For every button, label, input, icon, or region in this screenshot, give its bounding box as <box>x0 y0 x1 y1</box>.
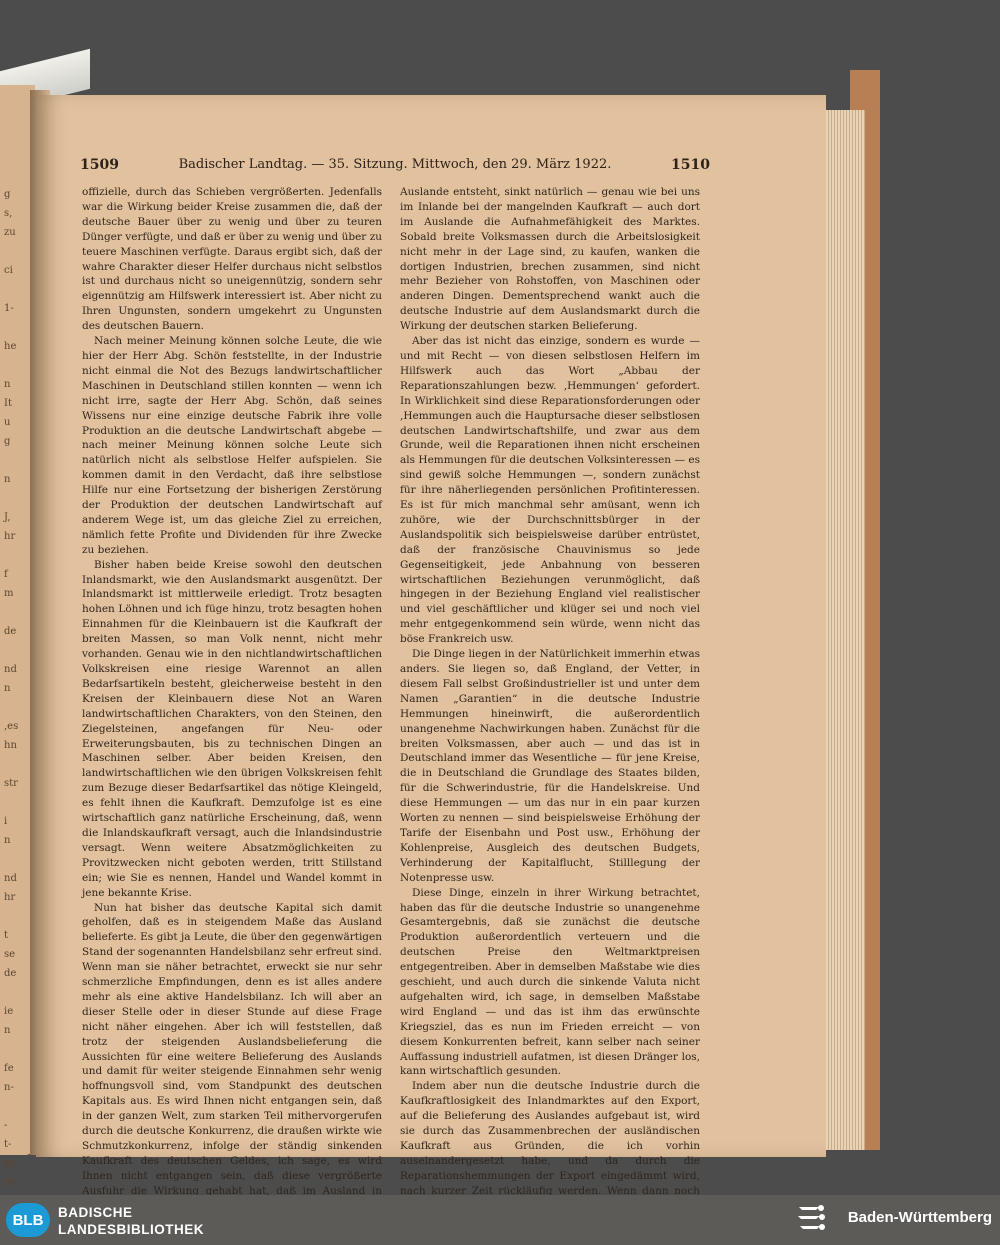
left-margin-text: g s, zu ci 1- he n It u g n J, hr f m de nd n ,es hn str i n nd hr t se de ie n fe n- - t- ge re <box>4 189 19 1188</box>
library-name[interactable] <box>58 1204 204 1238</box>
running-header <box>80 157 710 173</box>
paragraph: Diese Dinge, einzeln in ihrer Wirkung betrachtet, haben das für die deutsche Industrie so unangenehme Gesamtergebnis, daß sie zunächst die deutsche Produktion außerordentlich verteuern und die deutschen Preise den Weltmarktpreisen entgegentreiben. Aber in demselben Maßstabe wie dies geschieht, und auch durch die sinkende Valuta nicht aufgehalten wird, ich sage, in demselben Maßstabe wird England — und das ist ihm das erwünschte Kriegsziel, das es nun im Frieden erreicht — von diesem Konkurrenten befreit, kann selber nach seiner Auffassung industriell aufatmen, ist diesen Dränger los, kann wirtschaftlich gesunden. <box>400 886 700 1078</box>
library-name-line2: LANDESBIBLIOTHEK <box>58 1222 204 1237</box>
footer-bar <box>0 1195 1000 1245</box>
paragraph: Indem aber nun die deutsche Industrie durch die Kaufkraftlosigkeit des Inlandmarktes auf den Export, auf die Belieferung des Auslandes aufgebaut ist, wird sie durch das Zusammenbrechen der ausländischen Kaufkraft aus Gründen, die ich vorhin auseinandergesetzt habe, und da durch die Reparationshemmungen der Export eingedämmt wird, nach kurzer Zeit rückläufig werden. Wenn dann noch <box>400 1080 700 1195</box>
right-page-number: 1510 <box>671 157 710 173</box>
paragraph: Bisher haben beide Kreise sowohl den deutschen Inlandsmarkt, wie den Auslandsmarkt ausgenützt. Der Inlandsmarkt ist mittlerweile erledigt. Trotz besagten hohen Löhnen und ich füge hinzu, trotz besagten hohen Einnahmen für die Kleinbauern ist die Kaufkraft der breiten Massen, so man Volk nennt, nicht mehr vorhanden. Genau wie in den nichtlandwirtschaftlichen Volkskreisen eine riesige Warennot an allen Bedarfsartikeln besteht, gleicherweise besteht in den Kreisen der Kleinbauern diese Not an Waren landwirtschaftlichen Charakters, von den Steinen, den Ziegelsteinen, angefangen für Neu- oder Erweiterungsbauten, bis zu technischen Dingen an Maschinen selber. Aber beiden Kreisen, den landwirtschaftlichen wie den übrigen Volkskreisen fehlt zum Bezuge dieser Bedarfsartikel das nötige Kleingeld, es fehlt ihnen die Kaufkraft. Demzufolge ist es eine wirtschaftlich ganz natürliche Erscheinung, daß, wenn die Inlandskaufkraft versagt, auch die Inlandsindustrie versagt. Wenn weitere Absatzmöglichkeiten zu Provitzwecken nicht geboten werden, tritt Stillstand ein; wie Sie es nennen, Handel und Wandel kommt in jene bekannte Krise. <box>82 558 382 899</box>
library-name-line1: BADISCHE <box>58 1205 133 1220</box>
left-text-column <box>82 185 382 1195</box>
left-page-number: 1509 <box>80 157 119 173</box>
paragraph: Aber das ist nicht das einzige, sondern es wurde — und mit Recht — von diesen selbstlosen Helfern im Hilfswerk auch das Wort „Abbau der Reparationszahlungen bezw. ‚Hemmungen‘ gefordert. In Wirklichkeit sind diese Reparationsforderungen oder ‚Hemmungen auch die Hauptursache dieser selbstlosen deutschen Landwirtschaftshilfe, und zwar aus dem Grunde, weil die Reparationen ihnen nicht erscheinen als Hemmungen für die deutschen Volksinteressen — es sind gewiß solche Hemmungen —, sondern zunächst für ihre näherliegenden persönlichen Profitinteressen. Es ist für mich manchmal sehr amüsant, wenn ich zuhöre, wie der Durchschnittsbürger in der Auslandspolitik sich beispielsweise darüber entrüstet, daß der französische Chauvinismus so jede Gegenseitigkeit, jede Anbahnung von besseren wirtschaftlichen Beziehungen verunmöglicht, daß hingegen in der Beziehung England viel realistischer und viel geschäftlicher und klüger sei und noch viel mehr entgegenkommend sein würde, wenn nicht das böse Frankreich usw. <box>400 335 700 646</box>
paragraph: Nach meiner Meinung können solche Leute, die wie hier der Herr Abg. Schön feststellte, in der Industrie nicht einmal die Not des Bezugs landwirtschaftlicher Maschinen in Deutschland stillen konnten — wenn ich nicht irre, sagte der Herr Abg. Schön, daß seines Wissens nur eine einzige deutsche Fabrik ihre volle Produktion an die deutsche Landwirtschaft abgebe — nach meiner Meinung können solche Leute sich natürlich nicht als selbstlose Helfer aufspielen. Sie kommen damit in den Verdacht, daß ihre selbstlose Hilfe nur eine Fortsetzung der bisherigen Zerstörung der Produktion der deutschen Landwirtschaft auf anderem Wege ist, um das gleiche Ziel zu erreichen, nämlich fette Profite und Dividenden für ihre Zwecke zu beziehen. <box>82 335 382 556</box>
page-edges <box>820 110 875 1150</box>
paragraph: Auslande entsteht, sinkt natürlich — genau wie bei uns im Inlande bei der mangelnden Kaufkraft — auch dort im Auslande die Aufnahmefähigkeit des Marktes. Sobald breite Volksmassen durch die Arbeitslosigkeit nicht mehr in der Lage sind, zu kaufen, wanken die dortigen Industrien, brechen zusammen, sind nicht mehr Bezieher von Rohstoffen, von Maschinen oder anderen Dingen. Dementsprechend wankt auch die deutsche Industrie auf dem Auslandsmarkt durch die Wirkung der deutschen starken Belieferung. <box>400 186 700 333</box>
paragraph: offizielle, durch das Schieben vergrößerten. Jedenfalls war die Wirkung beider Kreise zusammen die, daß der deutsche Bauer über zu wenig und über zu teuren Dünger verfügte, und daß er über zu wenig und über zu teuere Maschinen verfügte. Daraus ergibt sich, daß der wahre Charakter dieser Helfer durchaus nicht selbstlos ist und durchaus nicht so uneigennützig, sondern sehr eigennützig am Hilfswerk interessiert ist. Aber nicht zu Ihren Ungunsten, sondern umgekehrt zu Ungunsten des deutschen Bauern. <box>82 186 382 333</box>
lions-coat-of-arms-icon <box>796 1203 828 1237</box>
paragraph: Nun hat bisher das deutsche Kapital sich damit geholfen, daß es in steigendem Maße das Ausland belieferte. Es gibt ja Leute, die über den gegenwärtigen Stand der sogenannten Handelsbilanz sehr erfreut sind. Wenn man sie näher betrachtet, erweckt sie nur sehr schmerzliche Empfindungen, denn es ist alles andere mehr als eine aktive Handelsbilanz. Ich will aber an dieser Stelle oder in dieser Stunde auf diese Frage nicht näher eingehen. Aber ich will feststellen, daß trotz der steigenden Auslandsbelieferung die Aussichten für eine weitere Belieferung des Auslands und damit für weiter steigende Einnahmen sehr wenig hoffnungsvoll sind, vom Standpunkt des deutschen Kapitals aus. Es wird Ihnen nicht entgangen sein, daß in der ganzen Welt, zum starken Teil mithervorgerufen durch die deutsche Konkurrenz, die draußen wirkte wie Schmutzkonkurrenz, infolge der ständig sinkenden Kaufkraft des deutschen Geldes, ich sage, es wird Ihnen nicht entgangen sein, daß diese vergrößerte Ausfuhr die Wirkung gehabt hat, daß im Ausland in <box>82 901 382 1195</box>
right-text-column <box>400 185 700 1195</box>
blb-logo[interactable]: BLB <box>6 1203 50 1237</box>
state-logo-text[interactable]: Baden-Württemberg <box>847 1209 992 1226</box>
paragraph: Die Dinge liegen in der Natürlichkeit immerhin etwas anders. Sie liegen so, daß England, der Vetter, in diesem Fall selbst Großindustrieller ist und unter dem Namen „Garantien“ in die deutsche Industrie Hemmungen hineinwirft, die außerordentlich unangenehme Nachwirkungen haben. Zunächst für die breiten Volksmassen, aber auch — und das ist in Deutschland immer das Wesentliche — für jene Kreise, die in Deutschland die Grundlage des Staates bilden, für die Schwerindustrie, für die Handelskreise. Und diese Hemmungen — um das nur in ein paar kurzen Worten zu nennen — sind beispielsweise Erhöhung der Tarife der Eisenbahn und Post usw., Erhöhung der Kohlenpreise, Ausgleich des deutschen Budgets, Verhinderung der Kapitalflucht, Stilllegung der Notenpresse usw. <box>400 648 700 884</box>
running-title: Badischer Landtag. — 35. Sitzung. Mittwoch, den 29. März 1922. <box>178 157 612 172</box>
